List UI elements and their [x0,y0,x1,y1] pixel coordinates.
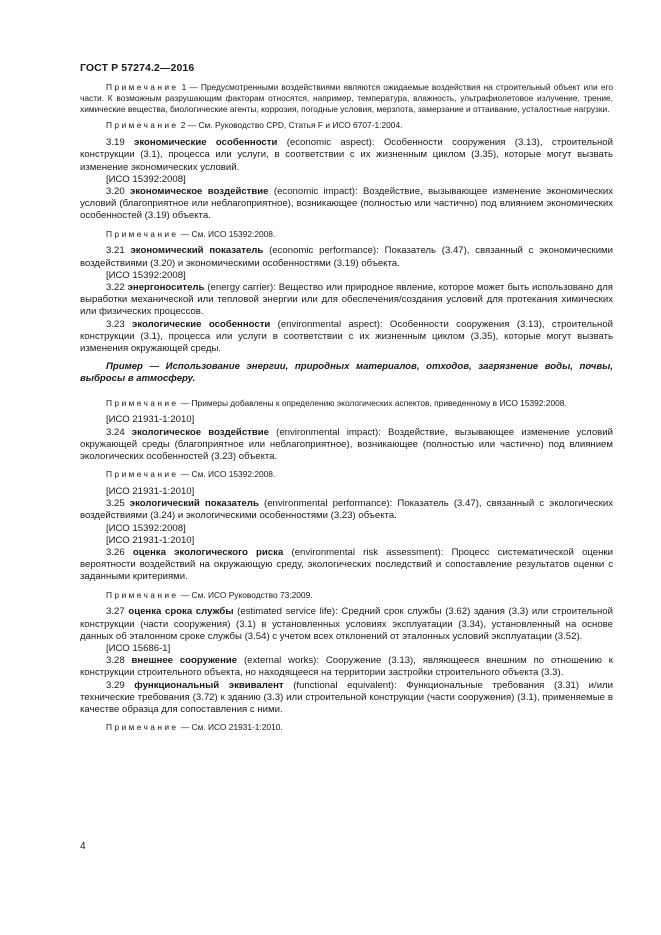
note-text: См. ИСО 21931-1:2010. [191,722,283,733]
note-text: Примеры добавлены к определению экологических аспектов, приведенному в ИСО 15392:2008. [191,397,567,408]
note-paragraph [80,229,613,240]
source-reference: [ИСО 15392:2008] [106,173,186,185]
term-name: внешнее сооружение [131,655,238,667]
note-label: Примечание [106,722,179,733]
term-name: экологический показатель [129,498,259,510]
note-paragraph [80,722,613,733]
term-name: оценка срока службы [128,606,234,618]
term-definition [80,680,613,717]
note-text: Предусмотренными воздействиями являются ожидаемые воздействия на строительный объект или его части. К возможным разрушающим факторам относятся, например, температура, влажность, ультрафиолетовое излучение, трение, химические вещества, биологические агенты, коррозия, погодные условия, мерзлота, замерзание и оттаивание, усталостные нагрузки. [80,82,614,114]
note-number: — [178,469,192,480]
example-paragraph: Пример — Использование энергии, природных материалов, отходов, загрязнение воды, почвы, выбросы в атмосферу. [80,361,613,385]
term-text: (environmental performance): Показатель (3.47), связанный с экологических воздействиями (3.24) и экологическими особенностями (3.23) объекта. [80,498,614,522]
term-definition [80,137,613,174]
note-number: — [178,722,192,733]
source-reference: [ИСО 21931-1:2010] [106,486,195,498]
term-definition [80,319,613,356]
term-name: экономическое воздействие [130,186,269,197]
term-number: 3.23 [106,318,133,330]
note-label: Примечание [106,469,179,480]
term-number: 3.29 [106,679,135,691]
source-reference: [ИСО 15392:2008] [106,522,186,534]
term-number: 3.22 [106,282,128,294]
note-number: — [178,589,192,600]
term-definition [80,427,613,464]
term-number: 3.25 [106,498,130,510]
term-number: 3.26 [106,547,133,559]
term-text: (environmental risk assessment): Процесс систематической оценки вероятности воздействий на окружающую среду, экологических последствий и сопоставление результатов оценки с заданными критериями. [80,547,613,583]
term-number: 3.19 [106,137,135,149]
term-text: (environmental aspect): Особенности сооружения (3.13), строительной конструкции (3.1), процесса или услуги в соответствии с их жизненным циклом (3.35), которые могут вызвать изменения окружающей среды. [80,318,614,355]
document-body [80,82,613,739]
document-header: ГОСТ Р 57274.2—2016 [80,62,195,74]
note-paragraph [80,82,613,114]
term-definition [80,655,613,679]
note-paragraph [80,398,613,409]
term-text: (energy carrier): Вещество или природное явление, которое может быть использовано для выработки механической или тепловой энергии или для обеспечения/создания условий для протекания химических или физических процессов. [80,282,614,318]
note-number: — [178,228,192,239]
term-text: (economic aspect): Особенности сооружения (3.13), строительной конструкции (3.1), процесса или услуги, в соответствии с их жизненным циклом (3.35), которые могут вызвать изменение экономических условий. [80,137,614,173]
term-name: оценка экологического риска [132,547,284,559]
term-definition [80,547,613,584]
note-text: См. ИСО 15392:2008. [191,469,276,480]
term-name: экономический показатель [130,245,264,257]
term-text: (economic impact): Воздействие, вызывающее изменение экономических условий (благоприятное или неблагоприятное), возникающее (полностью или частично) под влиянием экономических особенностей (3.19) объекта. [80,186,613,222]
term-text: (functional equivalent): Функциональные требования (3.31) и/или технические требования (3.72) к зданию (3.3) или строительной конструкции (части сооружения) (3.1), применяемые в качестве образца для сопоставления с ними. [80,679,614,716]
source-reference: [ИСО 15686-1] [106,643,171,655]
note-number: 1 — [178,82,201,92]
note-label: Примечание [106,82,179,92]
page-number: 4 [80,841,86,852]
note-label: Примечание [106,228,179,239]
note-number: 2 — [178,120,199,131]
term-number: 3.27 [106,606,129,618]
note-number: — [178,397,192,408]
note-paragraph [80,590,613,601]
source-reference: [ИСО 21931-1:2010] [106,534,195,546]
note-text: См. ИСО Руководство 73:2009. [191,589,313,600]
term-number: 3.20 [106,186,131,197]
term-name: экологические особенности [132,318,271,330]
note-paragraph [80,120,613,131]
term-name: энергоноситель [127,282,205,294]
term-text: (external works): Сооружение (3.13), являющееся внешним по отношению к конструкции строительного объекта, но находящееся на территории застройки строительного объекта (3.3). [80,655,614,679]
note-label: Примечание [106,589,179,600]
term-definition [80,186,613,223]
term-name: экономические особенности [134,137,278,149]
note-label: Примечание [106,397,179,408]
term-definition [80,245,613,269]
term-definition [80,606,613,643]
source-reference: [ИСО 21931-1:2010] [106,414,195,426]
term-text: (estimated service life): Средний срок службы (3.62) здания (3.3) или строительной конструкции (части сооружения) (3.1) в установленных условиях эксплуатации (3.34), установленный на основе данных об эталонном сроке службы (3.54) с учетом всех отклонений от эталонных условий эксплуатации (3.52). [80,606,613,642]
note-text: См. ИСО 15392:2008. [191,228,276,239]
term-number: 3.21 [106,245,131,257]
term-definition [80,282,613,319]
term-text: (economic performance): Показатель (3.47), связанный с экономическими воздействиями (3.20) и экономическими особенностями (3.19) объекта. [80,245,614,269]
source-reference: [ИСО 15392:2008] [106,269,186,281]
note-paragraph [80,469,613,480]
term-number: 3.24 [106,426,132,438]
term-number: 3.28 [106,655,132,667]
term-text: (environmental impact): Воздействие, вызывающее изменение условий окружающей среды (благоприятное или неблагоприятное), возникающее (полностью или частично) под влиянием экологических особенностей (3.23) объекта. [80,426,613,463]
term-definition [80,498,613,522]
term-name: функциональный эквивалент [134,679,284,691]
note-label: Примечание [106,120,179,131]
term-name: экологическое воздействие [131,426,269,438]
note-text: См. Руководство CPD, Статья F и ИСО 6707-1:2004. [198,120,403,131]
